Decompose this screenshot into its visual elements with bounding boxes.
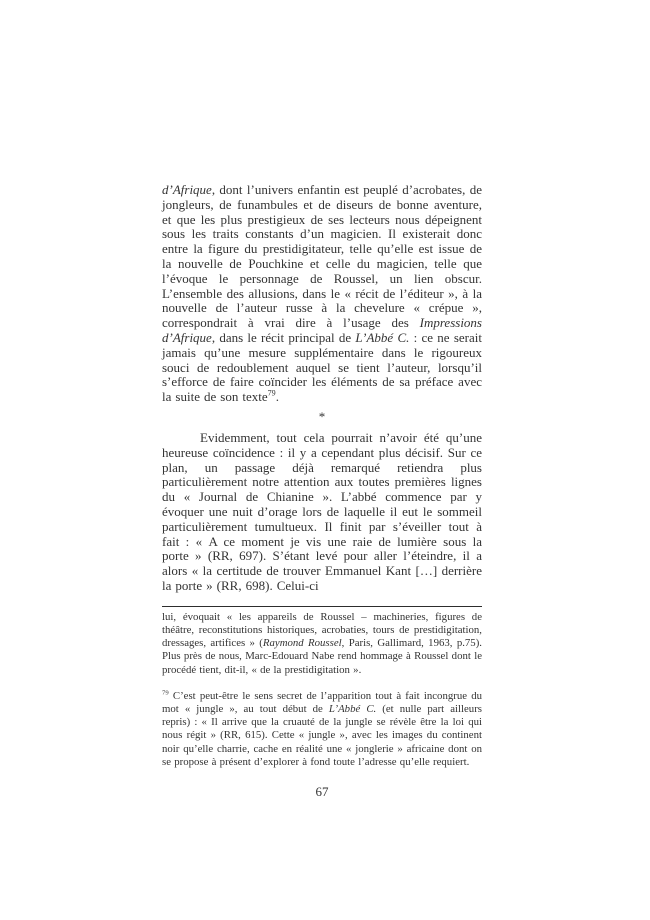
italic-title-labbe-c: L’Abbé C. [355, 329, 410, 345]
paragraph-1-text: . [275, 389, 279, 405]
footnote-separator-rule [162, 606, 482, 607]
paragraph-1 [162, 183, 482, 405]
footnote-reference-79: 79 [267, 388, 276, 398]
italic-title-impressions-dafrique: Impressions d’Afrique [162, 315, 482, 345]
footnote-continuation-text: , Paris, Gallimard, 1963, p.75). Plus près de nous, Marc-Edouard Nabe rend hommage à Roussel dont le procédé tient, dit-il, « de la prestidigitation ». [162, 637, 483, 676]
footnote-79-text: (et nulle part ailleurs repris) : « Il arrive que la cruauté de la jungle se révèle être la loi qui nous régit » (RR, 615). Cette « jungle », avec les images du continent noir qu’elle charrie, cache en réalité une « jonglerie » africaine dont on se propose à présent d’explorer à fond toute l’adresse qu’elle requiert. [162, 702, 482, 768]
italic-title-labbe-c-footnote: L’Abbé C. [328, 702, 377, 715]
footnote-79 [162, 690, 482, 769]
paragraph-1-text: , dans le récit principal de [211, 329, 356, 345]
footnotes-section [162, 611, 482, 769]
footnote-79-marker: 79 [162, 689, 169, 697]
paragraph-2: Evidemment, tout cela pourrait n’avoir été qu’une heureuse coïncidence : il y a cependant plus décisif. Sur ce plan, un passage déjà remarqué retiendra plus particulièrement notre attention aux toutes premières lignes du « Journal de Chianine ». L’abbé commence par y évoquer une nuit d’orage lors de laquelle il eut le sommeil particulièrement tumultueux. Il finit par s’éveiller tout à fait : « A ce moment je vis une raie de lumière sous la porte » (RR, 697). S’étant levé pour aller l’éteindre, il a alors « la certitude de trouver Emmanuel Kant […] derrière la porte » (RR, 698). Celui-ci [162, 429, 482, 593]
text-block [162, 183, 482, 799]
italic-title-dafrique: d’Afrique [162, 182, 212, 197]
page-number: 67 [315, 783, 329, 799]
paragraph-1-text: , dont l’univers enfantin est peuplé d’acrobates, de jongleurs, de funambules et de diseurs de bonne aventure, et que les plus prestigieux de ses lecteurs nous dépeignent sous les traits constants d’un magicien. Il existerait donc entre la figure du prestidigitateur, telle qu’elle est issue de la nouvelle de Pouchkine et celle du magicien, telle que l’évoque le personnage de Roussel, un lien obscur. L’ensemble des allusions, dans le « récit de l’éditeur », à la nouvelle de l’auteur russe à la chevelure « crépue », correspondrait à vrai dire à l’usage des [162, 182, 482, 331]
asterisk-section-separator: * [318, 408, 326, 424]
footnote-continuation-text: lui, évoquait « les appareils de Roussel – machineries, figures de théâtre, reconstitutions historiques, acrobaties, tours de prestidigitation, dressages, artifices » ( [162, 610, 482, 650]
italic-title-raymond-roussel: Raymond Roussel [262, 637, 342, 650]
footnote-continuation [162, 611, 482, 677]
footnote-79-text: C’est peut-être le sens secret de l’apparition tout à fait incongrue du mot « jungle », au tout début de [162, 689, 482, 715]
paragraph-1-text: : ce ne serait jamais qu’une mesure supplémentaire dans le rigoureux souci de redoublement auquel se tient l’auteur, lorsqu’il s’efforce de faire coïncider les éléments de sa préface avec la suite de son texte [162, 329, 482, 405]
